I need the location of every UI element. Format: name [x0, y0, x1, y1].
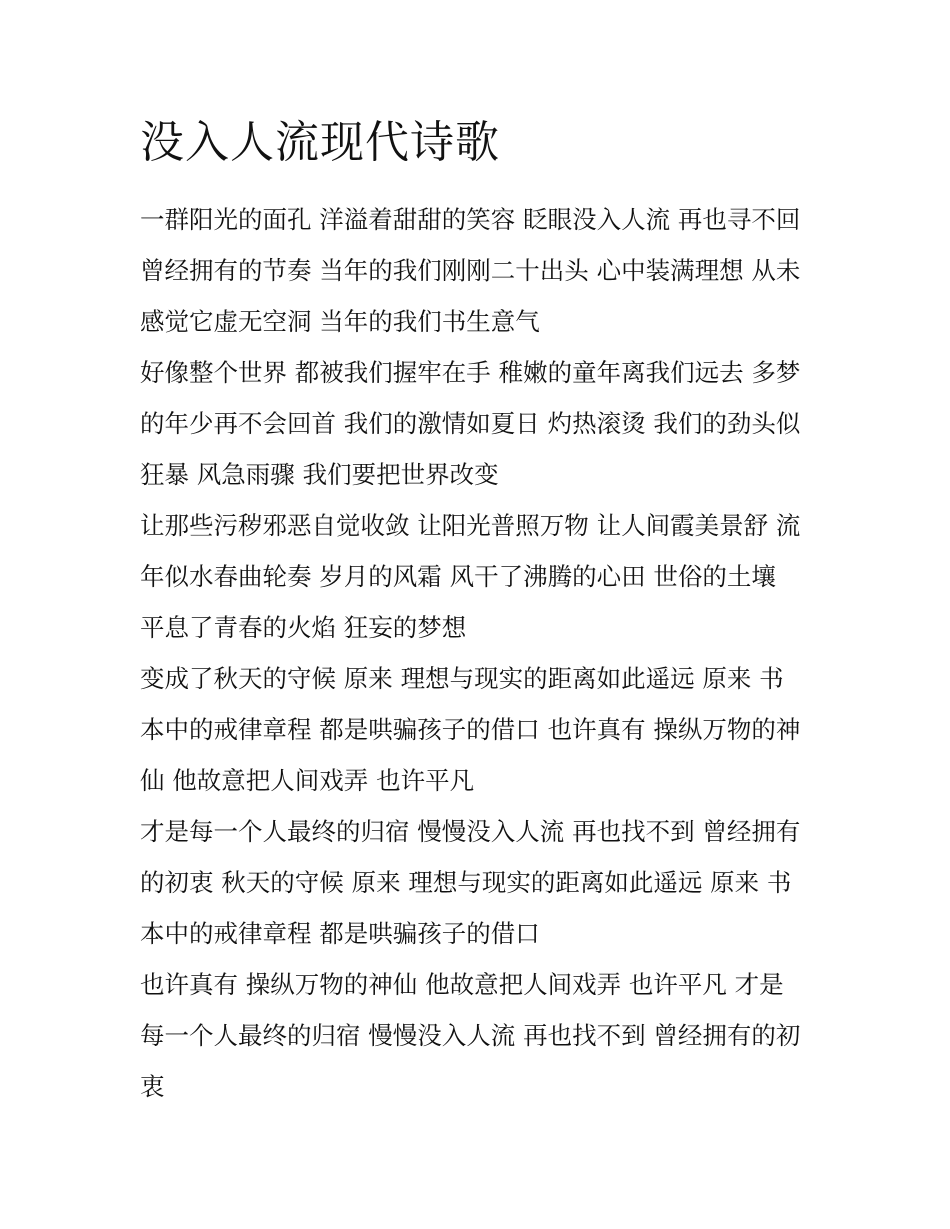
- poem-line: 曾经拥有的节奏 当年的我们刚刚二十出头 心中装满理想 从未: [140, 256, 801, 285]
- poem-line: 一群阳光的面孔 洋溢着甜甜的笑容 眨眼没入人流 再也寻不回: [140, 205, 801, 234]
- stanza-1: [140, 194, 820, 347]
- poem-line: 也许真有 操纵万物的神仙 他故意把人间戏弄 也许平凡 才是: [140, 970, 784, 999]
- stanza-5: [140, 806, 820, 959]
- poem-line: 本中的戒律章程 都是哄骗孩子的借口: [140, 919, 540, 948]
- poem-line: 本中的戒律章程 都是哄骗孩子的借口 也许真有 操纵万物的神: [140, 715, 801, 744]
- page-title: 没入人流现代诗歌: [140, 117, 500, 168]
- stanza-6: [140, 959, 820, 1112]
- document-page: [140, 110, 820, 1112]
- poem-line: 让那些污秽邪恶自觉收敛 让阳光普照万物 让人间霞美景舒 流: [140, 511, 801, 540]
- poem-line: 的初衷 秋天的守候 原来 理想与现实的距离如此遥远 原来 书: [140, 868, 792, 897]
- poem-line: 的年少再不会回首 我们的激情如夏日 灼热滚烫 我们的劲头似: [140, 409, 801, 438]
- poem-line: 平息了青春的火焰 狂妄的梦想: [140, 613, 467, 642]
- stanza-2: [140, 347, 820, 500]
- poem-line: 狂暴 风急雨骤 我们要把世界改变: [140, 460, 499, 489]
- poem-line: 仙 他故意把人间戏弄 也许平凡: [140, 766, 475, 795]
- stanza-4: [140, 653, 820, 806]
- poem-line: 才是每一个人最终的归宿 慢慢没入人流 再也找不到 曾经拥有: [140, 817, 801, 846]
- stanza-3: [140, 500, 820, 653]
- poem-line: 每一个人最终的归宿 慢慢没入人流 再也找不到 曾经拥有的初: [140, 1021, 801, 1050]
- poem-line: 年似水春曲轮奏 岁月的风霜 风干了沸腾的心田 世俗的土壤: [140, 562, 776, 591]
- poem-line: 感觉它虚无空洞 当年的我们书生意气: [140, 307, 540, 336]
- poem-line: 衷: [140, 1072, 165, 1101]
- poem-line: 好像整个世界 都被我们握牢在手 稚嫩的童年离我们远去 多梦: [140, 358, 801, 387]
- poem-line: 变成了秋天的守候 原来 理想与现实的距离如此遥远 原来 书: [140, 664, 784, 693]
